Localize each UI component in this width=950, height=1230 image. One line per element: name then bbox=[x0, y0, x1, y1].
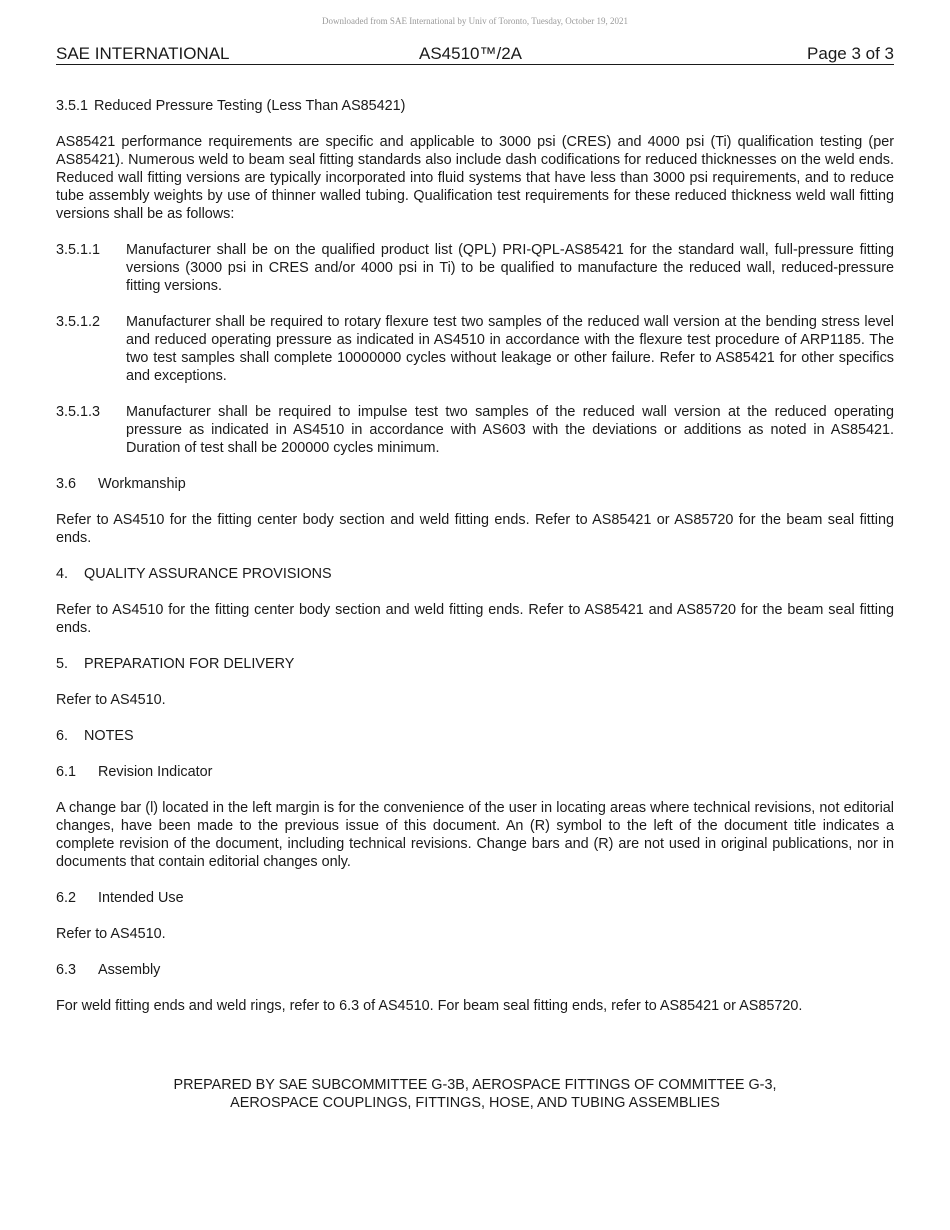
header-document-number: AS4510™/2A bbox=[419, 44, 523, 63]
section-4-heading bbox=[56, 565, 894, 583]
section-6-heading bbox=[56, 727, 894, 745]
section-3-6-paragraph: Refer to AS4510 for the fitting center body section and weld fitting ends. Refer to AS85421 or AS85720 for the beam seal fitting ends. bbox=[56, 512, 894, 546]
section-3-6-heading bbox=[56, 475, 894, 493]
section-number: 3.6 bbox=[56, 476, 77, 492]
section-6-1-paragraph: A change bar (l) located in the left margin is for the convenience of the user in locating areas where technical revisions, not editorial changes, have been made to the previous issue of this document. An (R) symbol to the left of the document title indicates a complete revision of the document, including technical revisions. Change bars and (R) are not used in original publications, nor in documents that contain editorial changes only. bbox=[56, 800, 894, 870]
page-header bbox=[56, 44, 894, 65]
prepared-by-footer bbox=[56, 1076, 894, 1112]
section-number: 6.1 bbox=[56, 764, 77, 780]
section-number: 4. bbox=[56, 566, 69, 582]
section-6-3-heading bbox=[56, 961, 894, 979]
list-item-number: 3.5.1.1 bbox=[56, 242, 101, 258]
section-6-2-paragraph: Refer to AS4510. bbox=[56, 926, 166, 942]
list-item-text: Manufacturer shall be on the qualified product list (QPL) PRI-QPL-AS85421 for the standard wall, full-pressure fitting versions (3000 psi in CRES and/or 4000 psi in Ti) to be qualified to manufacture the reduced wall, reduced-pressure fitting versions. bbox=[126, 242, 894, 294]
section-title: NOTES bbox=[84, 728, 134, 744]
section-title: Workmanship bbox=[98, 476, 186, 492]
list-item-3-5-1-2 bbox=[56, 313, 894, 385]
list-item-3-5-1-1 bbox=[56, 241, 894, 295]
download-watermark: Downloaded from SAE International by Univ of Toronto, Tuesday, October 19, 2021 bbox=[321, 16, 629, 26]
section-5-heading bbox=[56, 655, 894, 673]
section-5-paragraph: Refer to AS4510. bbox=[56, 692, 166, 708]
section-number: 5. bbox=[56, 656, 69, 672]
list-item-text: Manufacturer shall be required to rotary flexure test two samples of the reduced wall version at the bending stress level and reduced operating pressure as indicated in AS4510 in accordance with the flexure test procedure of ARP1185. The two test samples shall complete 10000000 cycles without leakage or other failure. Refer to AS85421 for other specifics and exceptions. bbox=[126, 314, 894, 384]
document-body bbox=[56, 97, 894, 1015]
section-title: Revision Indicator bbox=[98, 764, 213, 780]
footer-line-1: PREPARED BY SAE SUBCOMMITTEE G-3B, AEROSPACE FITTINGS OF COMMITTEE G-3, bbox=[173, 1077, 777, 1093]
section-title: PREPARATION FOR DELIVERY bbox=[84, 656, 295, 672]
section-3-5-1-heading bbox=[56, 97, 894, 115]
section-title: QUALITY ASSURANCE PROVISIONS bbox=[84, 566, 332, 582]
section-title: Reduced Pressure Testing (Less Than AS85421) bbox=[94, 98, 406, 114]
list-item-number: 3.5.1.2 bbox=[56, 314, 101, 330]
section-3-5-1-paragraph: AS85421 performance requirements are specific and applicable to 3000 psi (CRES) and 4000 psi (Ti) qualification testing (per AS85421). Numerous weld to beam seal fitting standards also include dash codifications for reduced thicknesses on the weld ends. Reduced wall fitting versions are typically incorporated into fluid systems that have less than 3000 psi requirements, and to reduce tube assembly weights by use of thinner walled tubing. Qualification test requirements for these reduced thickness weld wall fitting versions shall be as follows: bbox=[56, 134, 894, 222]
section-title: Intended Use bbox=[98, 890, 184, 906]
list-item-text: Manufacturer shall be required to impulse test two samples of the reduced wall version at the reduced operating pressure as indicated in AS4510 in accordance with AS603 with the deviations or additions as noted in AS85421. Duration of test shall be 200000 cycles minimum. bbox=[126, 404, 894, 456]
header-organization: SAE INTERNATIONAL bbox=[56, 44, 230, 63]
section-4-paragraph: Refer to AS4510 for the fitting center body section and weld fitting ends. Refer to AS85421 and AS85720 for the beam seal fitting ends. bbox=[56, 602, 894, 636]
section-6-3-paragraph: For weld fitting ends and weld rings, refer to 6.3 of AS4510. For beam seal fitting ends, refer to AS85421 or AS85720. bbox=[56, 998, 803, 1014]
list-item-number: 3.5.1.3 bbox=[56, 404, 101, 420]
footer-line-2: AEROSPACE COUPLINGS, FITTINGS, HOSE, AND TUBING ASSEMBLIES bbox=[230, 1095, 720, 1111]
section-6-2-heading bbox=[56, 889, 894, 907]
section-number: 6. bbox=[56, 728, 69, 744]
header-page-number: Page 3 of 3 bbox=[807, 44, 894, 63]
list-item-3-5-1-3 bbox=[56, 403, 894, 457]
section-number: 6.2 bbox=[56, 890, 77, 906]
section-number: 6.3 bbox=[56, 962, 77, 978]
section-number: 3.5.1 bbox=[56, 98, 89, 114]
section-6-1-heading bbox=[56, 763, 894, 781]
section-title: Assembly bbox=[98, 962, 161, 978]
